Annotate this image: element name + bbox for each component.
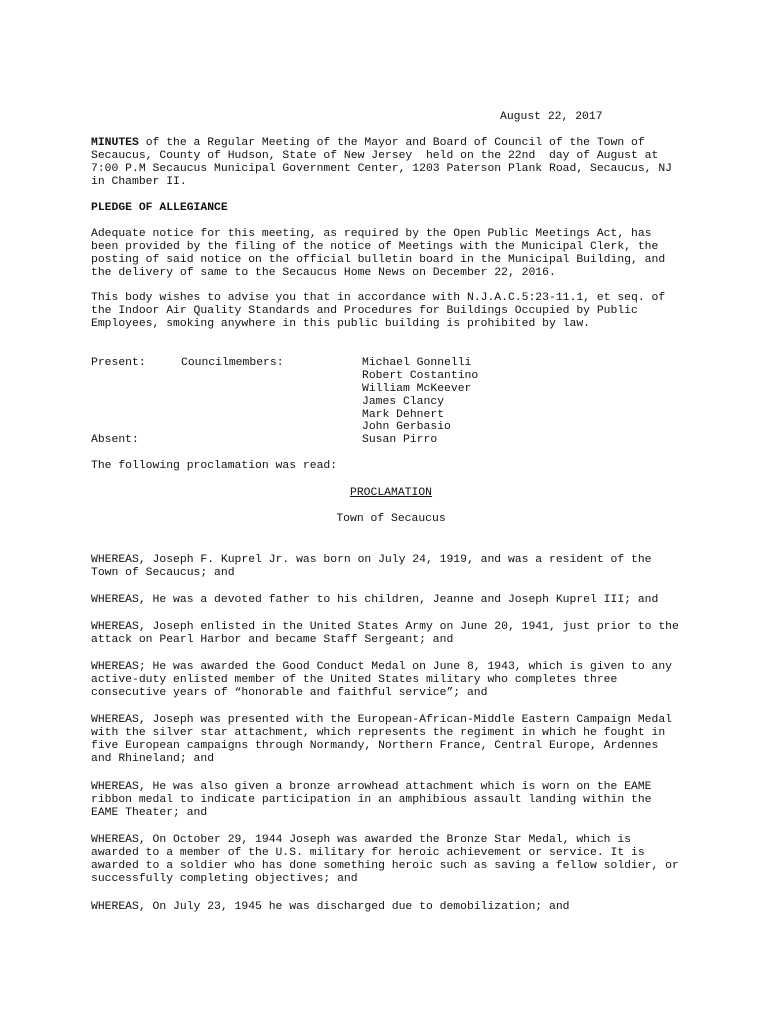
whereas-line: and Rhineland; and bbox=[91, 752, 215, 765]
notice-line: Adequate notice for this meeting, as required by the Open Public Meetings Act, has bbox=[91, 228, 652, 240]
proclamation-intro: The following proclamation was read: bbox=[91, 460, 338, 472]
minutes-line-4: in Chamber II. bbox=[91, 175, 187, 188]
minutes-line-3: 7:00 P.M Secaucus Municipal Government Center, 1203 Paterson Plank Road, Secaucus, NJ bbox=[91, 162, 673, 175]
pledge-heading: PLEDGE OF ALLEGIANCE bbox=[91, 202, 228, 214]
whereas-line: WHEREAS, He was also given a bronze arrowhead attachment which is worn on the EAME bbox=[91, 781, 652, 793]
whereas-line: attack on Pearl Harbor and became Staff Sergeant; and bbox=[91, 633, 454, 646]
air-quality-line: This body wishes to advise you that in accordance with N.J.A.C.5:23-11.1, et seq. of bbox=[91, 292, 666, 304]
whereas-line: consecutive years of “honorable and faithful service”; and bbox=[91, 686, 488, 699]
whereas-line: WHEREAS, He was a devoted father to his children, Jeanne and Joseph Kuprel III; and bbox=[91, 594, 659, 606]
air-quality-paragraph bbox=[91, 292, 691, 331]
whereas-line: WHEREAS, Joseph enlisted in the United States Army on June 20, 1941, just prior to the bbox=[91, 621, 679, 633]
whereas-line: ribbon medal to indicate participation in an amphibious assault landing within the bbox=[91, 793, 652, 806]
whereas-clause bbox=[91, 714, 691, 766]
whereas-line: active-duty enlisted member of the United States military who completes three bbox=[91, 673, 618, 686]
proclamation-subtitle: Town of Secaucus bbox=[336, 513, 446, 525]
minutes-lead: MINUTES bbox=[91, 137, 139, 149]
member-name: William McKeever bbox=[362, 382, 472, 395]
whereas-clause bbox=[91, 901, 691, 914]
whereas-line: WHEREAS, On July 23, 1945 he was discharged due to demobilization; and bbox=[91, 901, 570, 913]
whereas-clause bbox=[91, 554, 691, 580]
air-quality-line: Employees, smoking anywhere in this public building is prohibited by law. bbox=[91, 317, 590, 330]
councilmembers-label: Councilmembers: bbox=[181, 357, 284, 369]
whereas-line: five European campaigns through Normandy, Northern France, Central Europe, Ardennes bbox=[91, 739, 659, 752]
present-label: Present: bbox=[91, 357, 146, 369]
member-list bbox=[362, 357, 478, 447]
whereas-line: WHEREAS, Joseph F. Kuprel Jr. was born on July 24, 1919, and was a resident of the bbox=[91, 554, 652, 566]
notice-line: been provided by the filing of the notice of Meetings with the Municipal Clerk, the bbox=[91, 240, 659, 253]
whereas-line: awarded to a member of the U.S. military for heroic achievement or service. It is bbox=[91, 846, 645, 859]
member-name: Robert Costantino bbox=[362, 369, 479, 382]
whereas-clause bbox=[91, 834, 691, 886]
proclamation-title: PROCLAMATION bbox=[349, 487, 433, 499]
whereas-clause bbox=[91, 781, 691, 820]
whereas-line: successfully completing objectives; and bbox=[91, 872, 358, 885]
minutes-line-1: of the a Regular Meeting of the Mayor and Board of Council of the Town of bbox=[138, 137, 645, 149]
notice-line: the delivery of same to the Secaucus Home News on December 22, 2016. bbox=[91, 266, 556, 279]
notice-line: posting of said notice on the official bulletin board in the Municipal Building, and bbox=[91, 253, 666, 266]
meeting-date: August 22, 2017 bbox=[500, 111, 603, 123]
whereas-clause bbox=[91, 621, 691, 647]
whereas-line: awarded to a soldier who has done something heroic such as saving a fellow soldier, or bbox=[91, 859, 679, 872]
member-name: Michael Gonnelli bbox=[362, 357, 472, 369]
whereas-line: WHEREAS; He was awarded the Good Conduct Medal on June 8, 1943, which is given to any bbox=[91, 661, 673, 673]
member-name: Susan Pirro bbox=[362, 434, 438, 447]
minutes-line-2: Secaucus, County of Hudson, State of New Jersey held on the 22nd day of August at bbox=[91, 149, 659, 162]
member-name: James Clancy bbox=[362, 395, 445, 408]
whereas-line: with the silver star attachment, which represents the regiment in which he fought in bbox=[91, 726, 666, 739]
whereas-line: WHEREAS, On October 29, 1944 Joseph was awarded the Bronze Star Medal, which is bbox=[91, 834, 632, 846]
whereas-clause bbox=[91, 661, 691, 700]
whereas-line: EAME Theater; and bbox=[91, 806, 208, 819]
whereas-clause bbox=[91, 594, 691, 607]
whereas-line: WHEREAS, Joseph was presented with the European-African-Middle Eastern Campaign Medal bbox=[91, 714, 673, 726]
absent-label: Absent: bbox=[91, 434, 139, 446]
minutes-paragraph bbox=[91, 137, 691, 189]
whereas-line: Town of Secaucus; and bbox=[91, 566, 235, 579]
member-name: Mark Dehnert bbox=[362, 408, 445, 421]
notice-paragraph bbox=[91, 228, 691, 280]
proclamation-title-row bbox=[91, 487, 691, 500]
air-quality-line: the Indoor Air Quality Standards and Procedures for Buildings Occupied by Public bbox=[91, 304, 638, 317]
member-name: John Gerbasio bbox=[362, 421, 451, 434]
